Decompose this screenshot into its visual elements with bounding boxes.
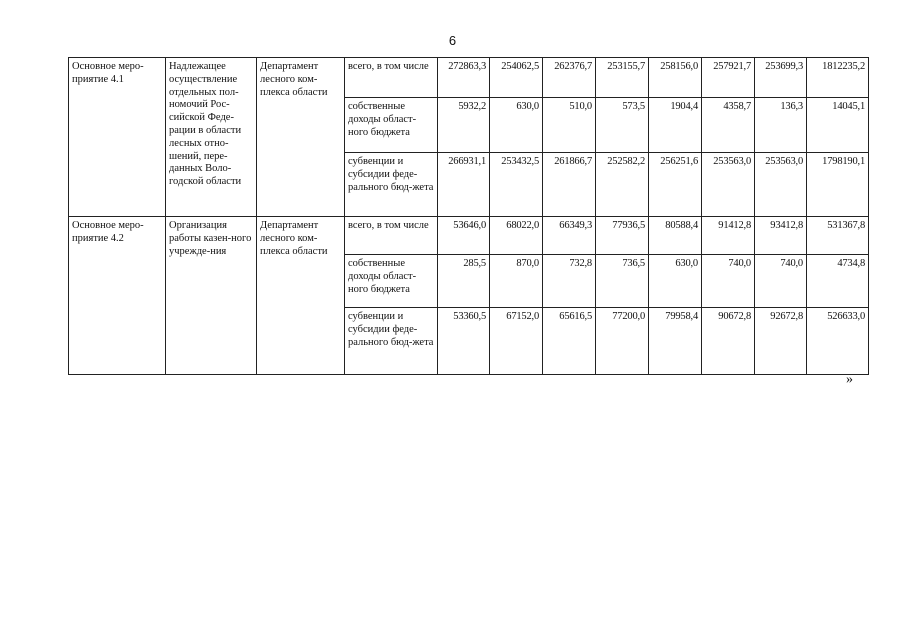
value-cell: 732,8 xyxy=(543,255,596,308)
total-cell: 526633,0 xyxy=(807,308,869,375)
page-number: 6 xyxy=(448,33,457,48)
value-cell: 68022,0 xyxy=(490,217,543,255)
value-cell: 77936,5 xyxy=(596,217,649,255)
table-row xyxy=(69,58,869,98)
funding-source: субвенции и субсидии феде-рального бюд-жета xyxy=(345,153,438,217)
value-cell: 252582,2 xyxy=(596,153,649,217)
value-cell: 93412,8 xyxy=(755,217,807,255)
value-cell: 66349,3 xyxy=(543,217,596,255)
table-row xyxy=(69,217,869,255)
value-cell: 740,0 xyxy=(755,255,807,308)
total-cell: 4734,8 xyxy=(807,255,869,308)
value-cell: 92672,8 xyxy=(755,308,807,375)
value-cell: 5932,2 xyxy=(438,98,490,153)
value-cell: 257921,7 xyxy=(702,58,755,98)
event-name-4-1: Основное меро-приятие 4.1 xyxy=(69,58,166,217)
value-cell: 67152,0 xyxy=(490,308,543,375)
value-cell: 77200,0 xyxy=(596,308,649,375)
funding-source: всего, в том числе xyxy=(345,58,438,98)
value-cell: 740,0 xyxy=(702,255,755,308)
value-cell: 573,5 xyxy=(596,98,649,153)
value-cell: 90672,8 xyxy=(702,308,755,375)
value-cell: 253563,0 xyxy=(755,153,807,217)
funding-source: всего, в том числе xyxy=(345,217,438,255)
value-cell: 261866,7 xyxy=(543,153,596,217)
total-cell: 1798190,1 xyxy=(807,153,869,217)
event-executor-4-1: Департамент лесного ком-плекса области xyxy=(257,58,345,217)
value-cell: 266931,1 xyxy=(438,153,490,217)
value-cell: 870,0 xyxy=(490,255,543,308)
value-cell: 285,5 xyxy=(438,255,490,308)
funding-source: субвенции и субсидии феде-рального бюд-жета xyxy=(345,308,438,375)
budget-table xyxy=(68,57,869,375)
event-executor-4-2: Департамент лесного ком-плекса области xyxy=(257,217,345,375)
value-cell: 53646,0 xyxy=(438,217,490,255)
funding-source: собственные доходы област-ного бюджета xyxy=(345,98,438,153)
funding-source: собственные доходы област-ного бюджета xyxy=(345,255,438,308)
value-cell: 4358,7 xyxy=(702,98,755,153)
value-cell: 253155,7 xyxy=(596,58,649,98)
value-cell: 272863,3 xyxy=(438,58,490,98)
event-name-4-2: Основное меро-приятие 4.2 xyxy=(69,217,166,375)
event-description-4-2: Организация работы казен-ного учрежде-ния xyxy=(166,217,257,375)
value-cell: 253699,3 xyxy=(755,58,807,98)
value-cell: 1904,4 xyxy=(649,98,702,153)
value-cell: 53360,5 xyxy=(438,308,490,375)
value-cell: 510,0 xyxy=(543,98,596,153)
event-description-4-1: Надлежащее осуществление отдельных пол-номочий Рос-сийской Феде-рации в области лесных отно-шений, пере-данных Воло-годской области xyxy=(166,58,257,217)
value-cell: 630,0 xyxy=(649,255,702,308)
value-cell: 253432,5 xyxy=(490,153,543,217)
value-cell: 136,3 xyxy=(755,98,807,153)
value-cell: 253563,0 xyxy=(702,153,755,217)
total-cell: 14045,1 xyxy=(807,98,869,153)
value-cell: 630,0 xyxy=(490,98,543,153)
value-cell: 80588,4 xyxy=(649,217,702,255)
total-cell: 1812235,2 xyxy=(807,58,869,98)
value-cell: 91412,8 xyxy=(702,217,755,255)
value-cell: 256251,6 xyxy=(649,153,702,217)
value-cell: 258156,0 xyxy=(649,58,702,98)
value-cell: 254062,5 xyxy=(490,58,543,98)
value-cell: 79958,4 xyxy=(649,308,702,375)
value-cell: 736,5 xyxy=(596,255,649,308)
value-cell: 65616,5 xyxy=(543,308,596,375)
total-cell: 531367,8 xyxy=(807,217,869,255)
value-cell: 262376,7 xyxy=(543,58,596,98)
closing-quote-mark: » xyxy=(846,372,853,387)
